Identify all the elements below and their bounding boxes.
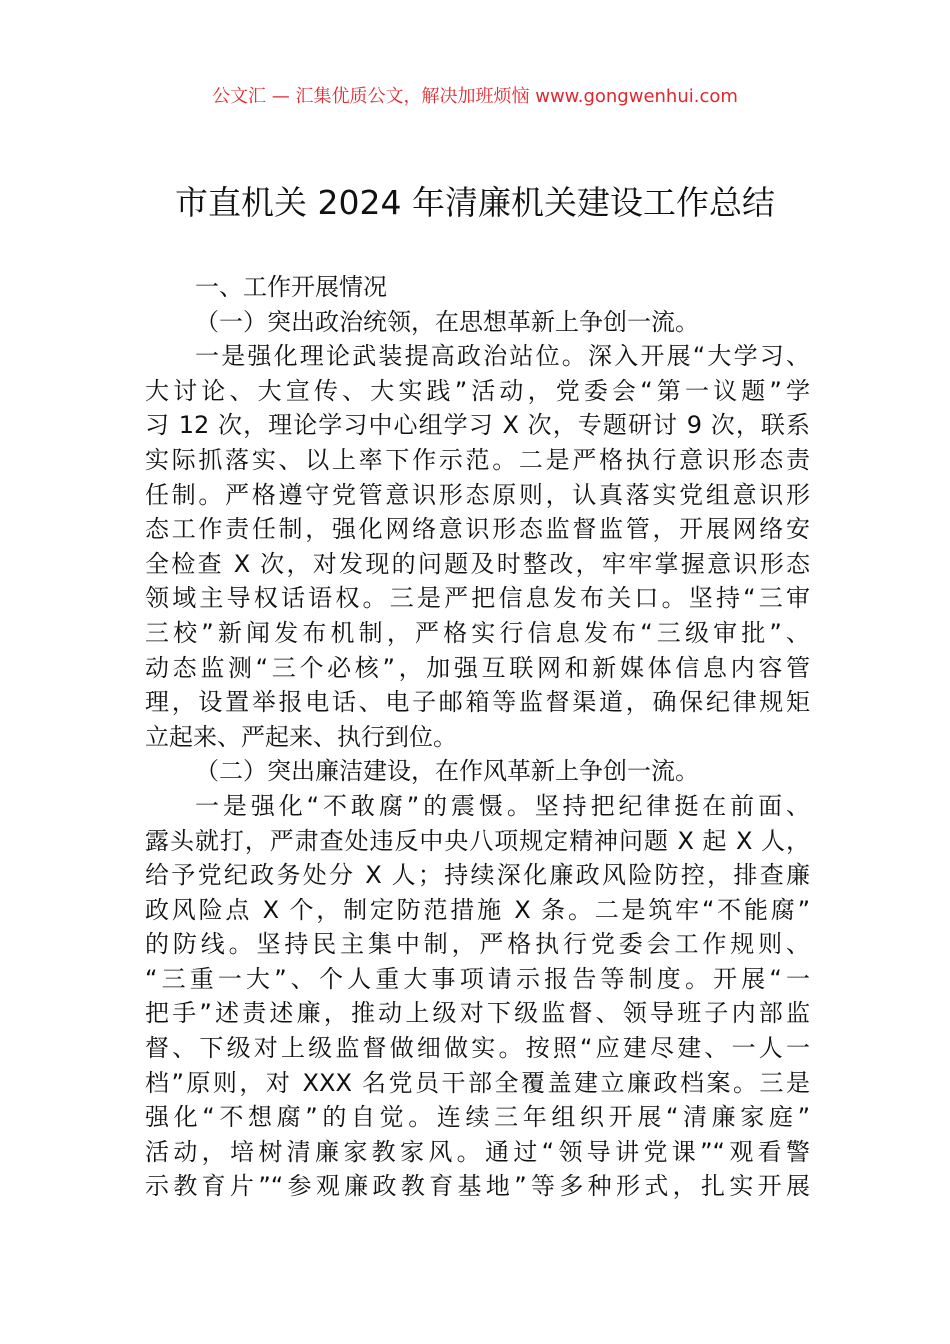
paragraph-line: 大讨论、大宣传、大实践”活动，党委会“第一议题”学 <box>145 376 810 405</box>
paragraph-line: 三校”新闻发布机制，严格实行信息发布“三级审批”、 <box>145 618 810 647</box>
document-title: 市直机关 2024 年清廉机关建设工作总结 <box>175 183 775 222</box>
paragraph-line: 督、下级对上级监督做细做实。按照“应建尽建、一人一 <box>145 1034 810 1063</box>
subsection-heading: （一）突出政治统领，在思想革新上争创一流。 <box>195 307 699 336</box>
paragraph-line: 全检查 X 次，对发现的问题及时整改，牢牢掌握意识形态 <box>145 549 810 578</box>
paragraph-line: “三重一大”、个人重大事项请示报告等制度。开展“一 <box>145 964 810 993</box>
paragraph-line: 强化“不想腐”的自觉。连续三年组织开展“清廉家庭” <box>145 1103 810 1132</box>
paragraph-line: 示教育片”“参观廉政教育基地”等多种形式，扎实开展 <box>145 1172 810 1201</box>
paragraph-line: 理，设置举报电话、电子邮箱等监督渠道，确保纪律规矩 <box>145 688 810 717</box>
paragraph-line: 政风险点 X 个，制定防范措施 X 条。二是筑牢“不能腐” <box>145 895 810 924</box>
paragraph-line: 习 12 次，理论学习中心组学习 X 次，专题研讨 9 次，联系 <box>145 411 810 440</box>
site-banner: 公文汇 — 汇集优质公文，解决加班烦恼 www.gongwenhui.com <box>212 86 738 107</box>
document-body <box>145 270 810 1204</box>
paragraph-line: 一是强化理论武装提高政治站位。深入开展“大学习、 <box>195 342 810 371</box>
section-heading: 一、工作开展情况 <box>195 273 387 301</box>
paragraph-line: 给予党纪政务处分 X 人；持续深化廉政风险防控，排查廉 <box>145 861 810 890</box>
paragraph-line: 实际抓落实、以上率下作示范。二是严格执行意识形态责 <box>145 445 810 474</box>
paragraph-line: 任制。严格遵守党管意识形态原则，认真落实党组意识形 <box>145 480 810 509</box>
paragraph-line: 领域主导权话语权。三是严把信息发布关口。坚持“三审 <box>145 584 810 613</box>
subsection-heading: （二）突出廉洁建设，在作风革新上争创一流。 <box>195 757 699 786</box>
paragraph-line: 一是强化“不敢腐”的震慑。坚持把纪律挺在前面、 <box>195 791 810 820</box>
paragraph-line: 把手”述责述廉，推动上级对下级监督、领导班子内部监 <box>145 999 810 1028</box>
paragraph-line: 活动，培树清廉家教家风。通过“领导讲党课”“观看警 <box>145 1137 810 1166</box>
paragraph-line: 动态监测“三个必核”，加强互联网和新媒体信息内容管 <box>145 653 810 682</box>
paragraph-line: 档”原则，对 XXX 名党员干部全覆盖建立廉政档案。三是 <box>145 1068 810 1097</box>
paragraph-line: 的防线。坚持民主集中制，严格执行党委会工作规则、 <box>145 930 810 959</box>
paragraph-line: 态工作责任制，强化网络意识形态监督监管，开展网络安 <box>145 515 810 544</box>
paragraph-line: 立起来、严起来、执行到位。 <box>145 722 457 751</box>
paragraph-line: 露头就打，严肃查处违反中央八项规定精神问题 X 起 X 人， <box>145 826 810 855</box>
